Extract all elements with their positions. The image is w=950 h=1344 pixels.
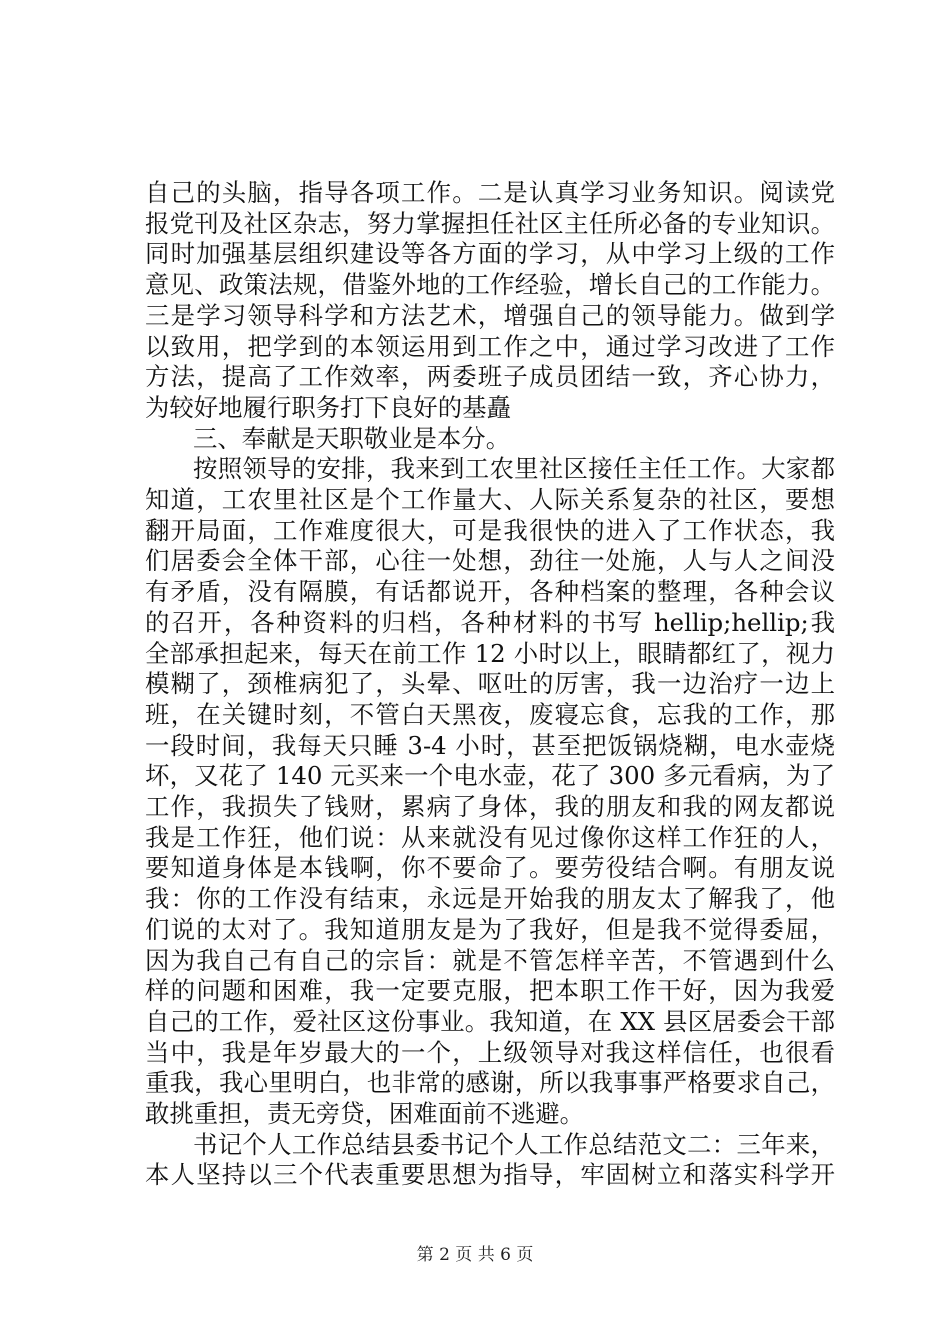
text-line: 为较好地履行职务打下良好的基矗 xyxy=(145,392,511,422)
text-line: 当中，我是年岁最大的一个，上级领导对我这样信任，也很看 xyxy=(145,1037,835,1067)
text-line: 知道，工农里社区是个工作量大、人际关系复杂的社区，要想 xyxy=(145,485,835,514)
text-line: 因为我自己有自己的宗旨：就是不管怎样辛苦，不管遇到什么 xyxy=(145,945,835,975)
text-line: 的召开，各种资料的归档，各种材料的书写 hellip;hellip;我 xyxy=(145,607,835,637)
text-line: 班，在关键时刻，不管白天黑夜，废寝忘食，忘我的工作，那 xyxy=(145,699,835,729)
text-line: 工作，我损失了钱财，累病了身体，我的朋友和我的网友都说 xyxy=(145,792,835,821)
text-line: 报党刊及社区杂志，努力掌握担任社区主任所必备的专业知识。 xyxy=(145,208,835,238)
text-line: 们居委会全体干部，心往一处想，劲往一处施，人与人之间没 xyxy=(145,546,835,576)
text-line: 翻开局面，工作难度很大，可是我很快的进入了工作状态，我 xyxy=(145,515,835,545)
text-line: 坏，又花了 140 元买来一个电水壶，花了 300 多元看病，为了 xyxy=(145,761,835,791)
text-line: 有矛盾，没有隔膜，有话都说开，各种档案的整理，各种会议 xyxy=(145,577,835,607)
text-line: 一段时间，我每天只睡 3-4 小时，甚至把饭锅烧糊，电水壶烧 xyxy=(145,730,835,760)
section-heading: 三、奉献是天职敬业是本分。 xyxy=(193,423,511,453)
text-line: 按照领导的安排，我来到工农里社区接任主任工作。大家都 xyxy=(193,454,835,484)
text-line: 我：你的工作没有结束，永远是开始我的朋友太了解我了，他 xyxy=(145,884,835,914)
text-line: 自己的头脑，指导各项工作。二是认真学习业务知识。阅读党 xyxy=(145,178,835,207)
text-line: 我是工作狂，他们说：从来就没有见过像你这样工作狂的人， xyxy=(145,822,835,852)
text-line: 全部承担起来，每天在前工作 12 小时以上，眼睛都红了，视力 xyxy=(145,638,835,668)
text-line: 以致用，把学到的本领运用到工作之中，通过学习改进了工作 xyxy=(145,331,835,361)
text-line: 重我，我心里明白，也非常的感谢，所以我事事严格要求自己， xyxy=(145,1068,835,1098)
text-line: 们说的太对了。我知道朋友是为了我好，但是我不觉得委屈， xyxy=(145,914,835,944)
text-line: 要知道身体是本钱啊，你不要命了。要劳役结合啊。有朋友说 xyxy=(145,853,835,883)
page-number: 第 2 页 共 6 页 xyxy=(416,1245,534,1265)
text-line: 自己的工作，爱社区这份事业。我知道，在 XX 县区居委会干部 xyxy=(145,1006,835,1036)
text-line: 意见、政策法规，借鉴外地的工作经验，增长自己的工作能力。 xyxy=(145,270,835,300)
text-line: 方法，提高了工作效率，两委班子成员团结一致，齐心协力， xyxy=(145,362,835,392)
text-line: 本人坚持以三个代表重要思想为指导，牢固树立和落实科学开 xyxy=(145,1160,835,1190)
text-line: 敢挑重担，责无旁贷，困难面前不逃避。 xyxy=(145,1099,585,1128)
text-line: 书记个人工作总结县委书记个人工作总结范文二：三年来， xyxy=(193,1129,835,1159)
text-line: 同时加强基层组织建设等各方面的学习，从中学习上级的工作 xyxy=(145,239,835,269)
text-line: 三是学习领导科学和方法艺术，增强自己的领导能力。做到学 xyxy=(145,300,835,330)
text-line: 模糊了，颈椎病犯了，头晕、呕吐的厉害，我一边治疗一边上 xyxy=(145,669,835,699)
text-line: 样的问题和困难，我一定要克服，把本职工作干好，因为我爱 xyxy=(145,976,835,1006)
